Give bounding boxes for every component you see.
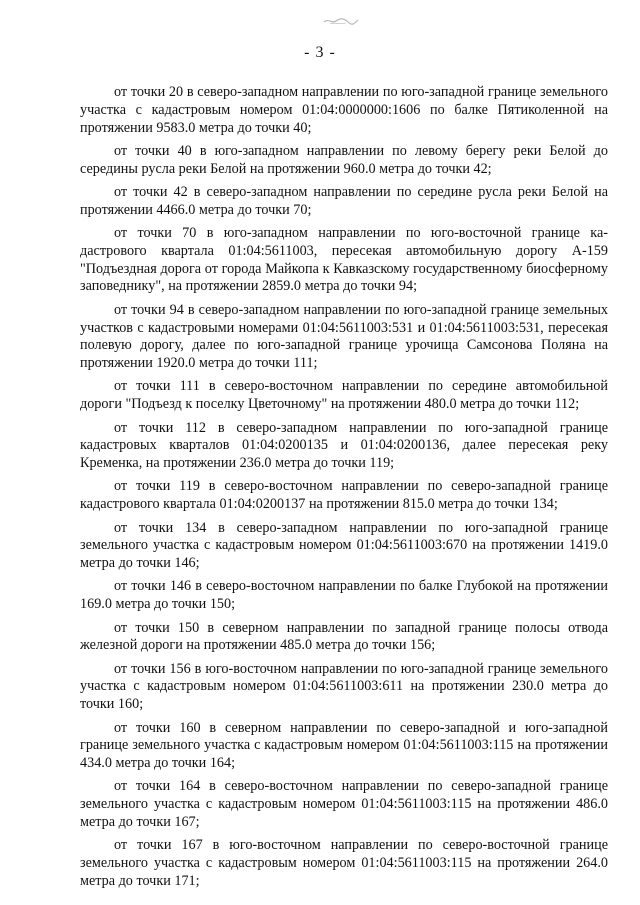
faint-stamp-mark <box>322 16 360 26</box>
boundary-paragraph: от точки 112 в северо-западном направлении по юго-западной границе кадастровых кварталов 01:04:0200135 и 01:04:0200136, далее пересекая реку Кременка, на протяжении 236.0 метра до точки 119; <box>80 419 608 472</box>
boundary-paragraph: от точки 156 в юго-восточном направлении по юго-западной границе земельного участка с кадастровым номером 01:04:5611003:611 на протяжении 230.0 метра до точки 160; <box>80 660 608 713</box>
boundary-paragraph: от точки 111 в северо-восточном направлении по середине автомобильной дороги "Подъезд к поселку Цветочному" на протяжении 480.0 метра до точки 112; <box>80 378 608 413</box>
boundary-paragraph: от точки 150 в северном направлении по западной границе полосы отвода железной дороги на протяжении 485.0 метра до точки 156; <box>80 619 608 654</box>
boundary-paragraph: от точки 134 в северо-западном направлении по юго-западной границе земельного участка с кадастровым номером 01:04:5611003:670 на протяжении 1419.0 метра до точки 146; <box>80 519 608 572</box>
boundary-paragraph: от точки 119 в северо-восточном направлении по северо-западной границе кадастрового квартала 01:04:0200137 на протяжении 815.0 метра до точки 134; <box>80 478 608 513</box>
boundary-paragraph: от точки 70 в юго-западном направлении по юго-восточной границе кадастрового квартала 01:04:5611003, пересекая автомобильную дорогу А-159 "Подъездная дорога от города Майкопа к Кавказскому государственному биосферному заповеднику", на протяжении 2859.0 метра до точки 94; <box>80 225 608 295</box>
boundary-paragraph: от точки 146 в северо-восточном направлении по балке Глубокой на протяжении 169.0 метра до точки 150; <box>80 578 608 613</box>
boundary-paragraph: от точки 94 в северо-западном направлении по юго-западной границе земельных участков с кадастровыми номерами 01:04:5611003:531 и 01:04:5611003:531, пересекая полевую дорогу, далее по юго-западной границе урочища Самсонова Поляна на протяжении 1920.0 метра до точки 111; <box>80 301 608 372</box>
page-number: - 3 - <box>304 44 336 61</box>
boundary-paragraph: от точки 20 в северо-западном направлении по юго-западной границе земельного участка с кадастровым номером 01:04:0000000:1606 по балке Пятиколенной на протяжении 9583.0 метра до точки 40; <box>80 84 608 136</box>
boundary-paragraph: от точки 167 в юго-восточном направлении по северо-восточной границе земельного участка с кадастровым номером 01:04:5611003:115 на протяжении 264.0 метра до точки 171; <box>80 837 608 889</box>
body-text <box>80 84 608 896</box>
boundary-paragraph: от точки 40 в юго-западном направлении по левому берегу реки Белой до середины русла реки Белой на протяжении 960.0 метра до точки 42; <box>80 142 608 177</box>
boundary-paragraph: от точки 42 в северо-западном направлении по середине русла реки Белой на протяжении 4466.0 метра до точки 70; <box>80 183 608 218</box>
boundary-paragraph: от точки 160 в северном направлении по северо-западной и юго-западной границе земельного участка с кадастровым номером 01:04:5611003:115 на протяжении 434.0 метра до точки 164; <box>80 719 608 772</box>
boundary-paragraph: от точки 164 в северо-восточном направлении по северо-западной границе земельного участка с кадастровым номером 01:04:5611003:115 на протяжении 486.0 метра до точки 167; <box>80 778 608 830</box>
